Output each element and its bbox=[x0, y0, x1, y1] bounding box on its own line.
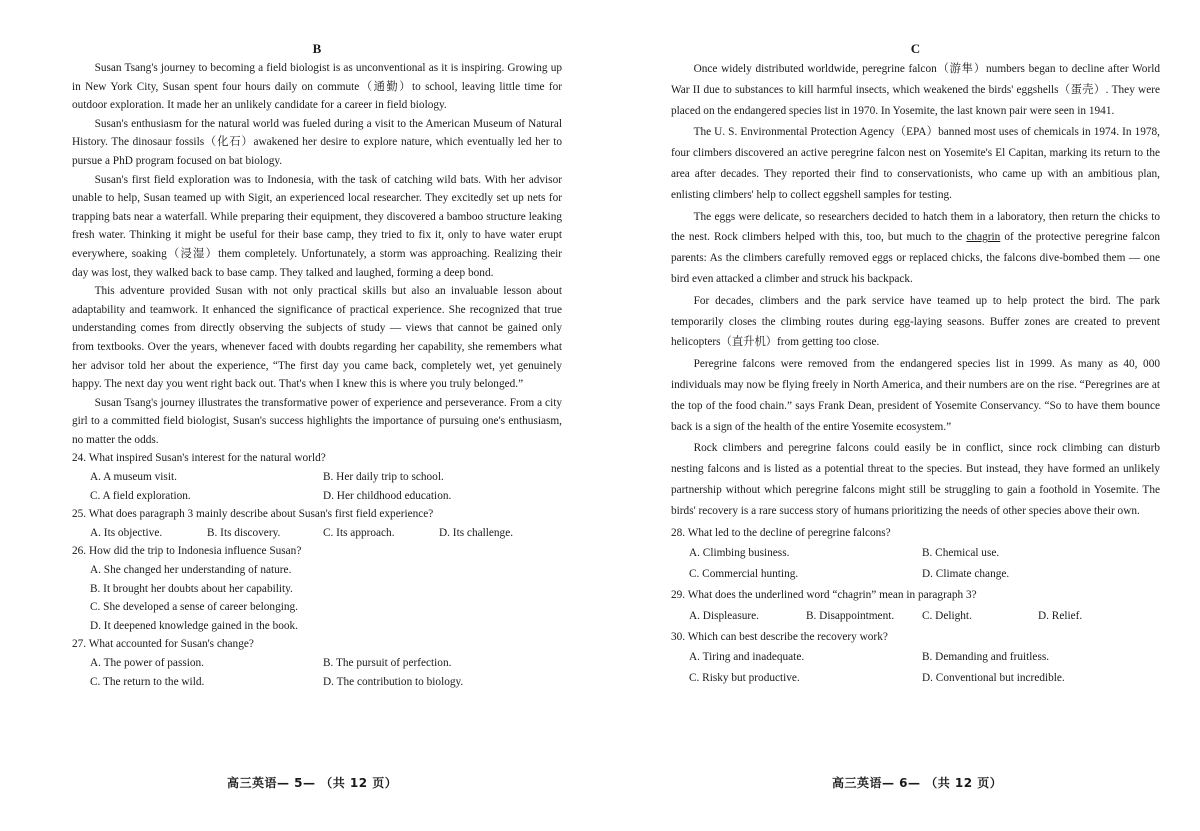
passage-paragraph: Susan's enthusiasm for the natural world was fueled during a visit to the American Museum of Natural History. The dinosaur fossils（化石）awakened her desire to explore nature, which eventually led her to pursue a PhD program focused on bat biology. bbox=[72, 117, 562, 167]
page-6-column bbox=[671, 40, 1160, 689]
answer-option[interactable]: C. Delight. bbox=[922, 609, 972, 622]
passage-paragraph: Susan Tsang's journey illustrates the transformative power of experience and perseverance. From a city girl to a committed field biologist, Susan's success highlights the importance of pursuing one's enthusiasm, no matter the odds. bbox=[72, 396, 562, 446]
answer-option[interactable]: B. Chemical use. bbox=[922, 547, 1000, 560]
answer-option[interactable]: D. Climate change. bbox=[922, 568, 1010, 581]
section-heading: B bbox=[312, 41, 322, 56]
answer-option[interactable]: C. Its approach. bbox=[323, 526, 395, 539]
answer-option[interactable]: A. Climbing business. bbox=[689, 547, 790, 560]
paragraph-text: The eggs were delicate, so researchers decided to hatch them in a laboratory, then return the chicks to the nest. Rock climbers helped with this, too, but much to the bbox=[671, 210, 1160, 244]
question-stem: 30. Which can best describe the recovery work? bbox=[671, 630, 888, 643]
page-5-column bbox=[72, 40, 562, 691]
answer-options bbox=[671, 647, 1160, 689]
answer-option[interactable]: B. It brought her doubts about her capability. bbox=[90, 582, 293, 595]
answer-option[interactable]: B. The pursuit of perfection. bbox=[323, 657, 452, 669]
passage-paragraph: For decades, climbers and the park service have teamed up to help protect the bird. The park temporarily closes the climbing routes during egg-laying seasons. Buffer zones are created to prevent helicopters（直升机）from getting too close. bbox=[671, 294, 1160, 349]
page-footer: 高三英语— 6— （共 12 页） bbox=[832, 776, 1003, 790]
question-stem: 26. How did the trip to Indonesia influence Susan? bbox=[72, 545, 302, 558]
passage-paragraph: Susan's first field exploration was to Indonesia, with the task of catching wild bats. With her advisor unable to help, Susan teamed up with Sigit, an experienced local researcher. They excitedly set up nets for trapping bats near a waterfall. While preparing their equipment, they discovered a bamboo structure leaking fresh water. Thinking it might be useful for their base camp, they tried to fix it, only to have water erupt everywhere, soaking（浸湿）them completely. Unfortunately, a storm was approaching. Realizing their day was lost, they walked back to base camp. They talked and laughed, forming a deep bond. bbox=[72, 173, 562, 279]
paragraph-text: of the protective peregrine falcon parents: As the climbers carefully removed eggs or replaced chicks, the falcons dive-bombed them — one bird even attacked a climber and struck his backpack. bbox=[671, 231, 1160, 285]
answer-options bbox=[72, 524, 562, 543]
passage-paragraph: Peregrine falcons were removed from the endangered species list in 1999. As many as 40, 000 individuals may now be flying freely in North America, and their numbers are on the rise. “Peregrines are at the top of the food chain.” says Frank Dean, president of Yosemite Conservancy. “So to have them bounce back is a sign of the health of the entire Yosemite ecosystem.” bbox=[671, 358, 1160, 433]
answer-option[interactable]: D. The contribution to biology. bbox=[323, 675, 464, 688]
answer-option[interactable]: C. Risky but productive. bbox=[689, 672, 800, 685]
answer-option[interactable]: A. Its objective. bbox=[90, 526, 163, 539]
page-footer: 高三英语— 5— （共 12 页） bbox=[227, 776, 398, 790]
answer-option[interactable]: A. She changed her understanding of nature. bbox=[90, 564, 292, 577]
answer-options bbox=[671, 543, 1160, 585]
answer-option[interactable]: A. Tiring and inadequate. bbox=[689, 651, 805, 664]
section-heading: C bbox=[910, 41, 921, 56]
answer-option[interactable]: B. Her daily trip to school. bbox=[323, 471, 444, 484]
answer-option[interactable]: C. She developed a sense of career belonging. bbox=[90, 601, 298, 614]
passage-paragraph: Rock climbers and peregrine falcons could easily be in conflict, since rock climbing can disturb nesting falcons and is listed as a potential threat to the species. But instead, they have formed an unlikely partnership without which peregrine falcons might still be struggling to gain a foothold in Yosemite. The birds' recovery is a rare success story of humans prioritizing the needs of other species above their own. bbox=[671, 442, 1160, 517]
answer-option[interactable]: D. Her childhood education. bbox=[323, 489, 452, 502]
answer-option[interactable]: C. Commercial hunting. bbox=[689, 568, 799, 581]
passage-paragraph: Susan Tsang's journey to becoming a field biologist is as unconventional as it is inspiring. Growing up in New York City, Susan spent four hours daily on commute（通勤）to school, leaving little time for outdoor exploration. It made her an unlikely candidate for a career in field biology. bbox=[72, 62, 562, 112]
answer-option[interactable]: A. The power of passion. bbox=[90, 657, 204, 669]
answer-options bbox=[72, 654, 562, 691]
answer-options bbox=[671, 606, 1160, 627]
question-stem: 29. What does the underlined word “chagrin” mean in paragraph 3? bbox=[671, 588, 977, 601]
question-stem: 27. What accounted for Susan's change? bbox=[72, 638, 254, 651]
question-stem: 28. What led to the decline of peregrine falcons? bbox=[671, 526, 891, 539]
answer-option[interactable]: A. A museum visit. bbox=[90, 471, 177, 484]
answer-option[interactable]: D. Conventional but incredible. bbox=[922, 672, 1065, 685]
answer-options bbox=[72, 561, 562, 635]
answer-option[interactable]: A. Displeasure. bbox=[689, 609, 759, 622]
answer-options bbox=[72, 468, 562, 505]
passage-paragraph bbox=[671, 207, 1160, 290]
passage-paragraph: The U. S. Environmental Protection Agency（EPA）banned most uses of chemicals in 1974. In 1978, four climbers discovered an active peregrine falcon nest on Yosemite's El Capitan, marking its return to the area after decades. They reported their find to conservationists, who came up with an ambitious plan, enlisting climbers' help to collect eggshell samples for testing. bbox=[671, 126, 1160, 201]
answer-option[interactable]: D. Its challenge. bbox=[439, 526, 514, 539]
passage-paragraph: Once widely distributed worldwide, peregrine falcon（游隼）numbers began to decline after World War II due to substances to kill harmful insects, which weakened the birds' eggshells（蛋壳）. They were placed on the endangered species list in 1970. In Yosemite, the last known pair were seen in 1941. bbox=[671, 63, 1160, 117]
underlined-word: chagrin bbox=[966, 231, 1001, 244]
answer-option[interactable]: D. Relief. bbox=[1038, 609, 1083, 622]
answer-option[interactable]: C. The return to the wild. bbox=[90, 675, 205, 688]
answer-option[interactable]: D. It deepened knowledge gained in the book. bbox=[90, 619, 298, 632]
answer-option[interactable]: B. Its discovery. bbox=[207, 526, 281, 539]
answer-option[interactable]: B. Demanding and fruitless. bbox=[922, 651, 1050, 664]
question-stem: 25. What does paragraph 3 mainly describe about Susan's first field experience? bbox=[72, 508, 434, 521]
question-stem: 24. What inspired Susan's interest for the natural world? bbox=[72, 452, 326, 465]
answer-option[interactable]: C. A field exploration. bbox=[90, 489, 191, 502]
answer-option[interactable]: B. Disappointment. bbox=[806, 609, 895, 622]
passage-paragraph: This adventure provided Susan with not only practical skills but also an invaluable lesson about adaptability and teamwork. It enhanced the significance of practical experience. She recognized that true understanding comes from directly observing the subjects of study — views that cannot be gained only from textbooks. Over the years, whenever faced with doubts regarding her capability, she remembers what her advisor told her about the experience, “The first day you came back, completely wet, yet genuinely happy. The next day you went right back out. That's when I knew this is where you truly belonged.” bbox=[72, 285, 562, 391]
